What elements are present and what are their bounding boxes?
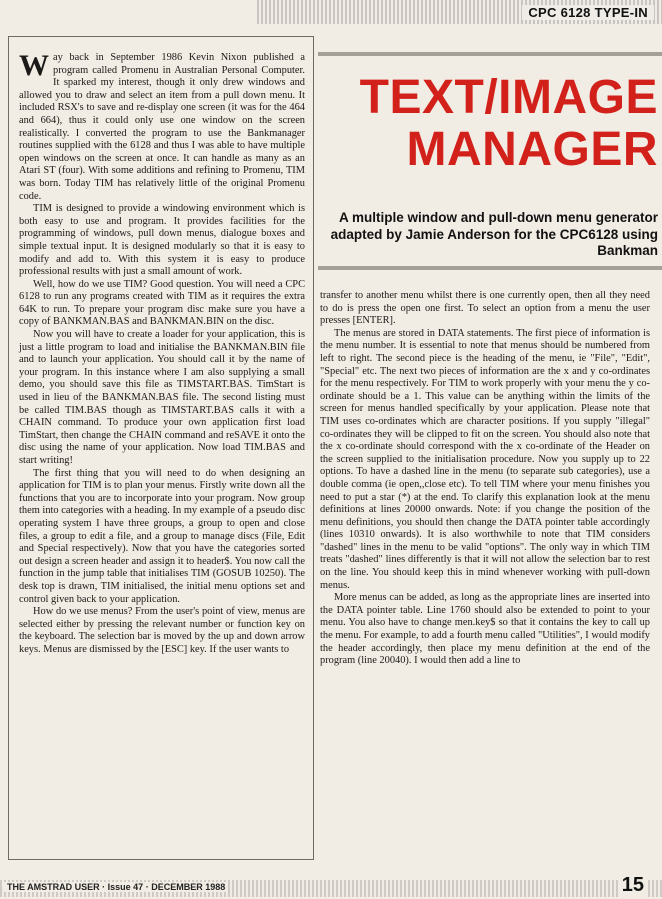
intro-text: ay back in September 1986 Kevin Nixon published a program called Promenu in Australian Personal Computer. It sparked my interest, though it only drew windows and allowed you to draw and select an item from a pull down menu. It included RSX's to save and re-display one screen (it was for the 464 and 664), thus it could only use one window on the screen realistically. I converted the program to use the Bankmanager routines supplied with the 6128 and thus I was able to have multiple open windows on the screen at once. It can handle as many as an Atari ST (four). With some additions and refining to Promenu, TIM was born. Today TIM has relatively little of the original Promenu code. xyxy=(19,52,305,202)
drop-cap: W xyxy=(19,49,49,82)
body-paragraph: Well, how do we use TIM? Good question. You will need a CPC 6128 to run any programs created with TIM as it requires the extra 64K to run. To prepare your program disc make sure you have a copy of BANKMAN.BAS and BANKMAN.BIN on the disc. xyxy=(19,278,305,328)
right-column xyxy=(320,290,650,668)
magazine-issue: THE AMSTRAD USER · Issue 47 · DECEMBER 1988 xyxy=(4,882,228,892)
page-footer xyxy=(0,874,662,899)
subtitle-rule xyxy=(318,266,662,270)
left-column xyxy=(19,49,305,657)
page-header xyxy=(0,0,662,22)
body-paragraph: Now you will have to create a loader for your application, this is just a little program to load and initialise the BANKMAN.BIN file and to launch your application. You should call it by the name of your program. In this instance where I am also supplying a small demo, you should save this file as TIMSTART.BAS. TimStart is used in lieu of the BANKMAN.BAS file. The second listing must be called TIM.BAS though as TIMSTART.BAS calls it with a CHAIN command. To produce your own application first load TimStart, then change the CHAIN command and reSAVE it onto the disc using the name of your application. Now load TIM.BAS and start writing! xyxy=(19,329,305,466)
body-paragraph: The first thing that you will need to do when designing an application for TIM is to plan your menus. Firstly write down all the functions that you are to incorporate into your program. Now group them into categories with a heading. In my example of a pseudo disc operating system I have three groups, a group to open and close files, a group to edit a file, and a group to manage discs (File, Edit and Special respectively). Now that you have the categories sorted out design a screen header and assign it to header$. You now call the function in the jump table that initialises TIM (GOSUB 10250). The desk top is drawn, TIM initialised, the initial menu options set and control given back to your application. xyxy=(19,467,305,605)
page-number: 15 xyxy=(618,874,648,897)
article-title xyxy=(328,72,658,176)
section-tag: CPC 6128 TYPE-IN xyxy=(522,5,654,20)
title-line-2: MANAGER xyxy=(406,123,658,176)
intro-paragraph xyxy=(19,49,305,203)
body-paragraph: TIM is designed to provide a windowing environment which is both easy to use and program. It provides facilities for the programming of windows, pull down menus, dialogue boxes and simple textual input. It is designed modularly so that it is easy to modify and add to. With this system it is easy to produce professional results with just a small amount of work. xyxy=(19,203,305,278)
title-top-rule xyxy=(318,52,662,56)
title-line-1: TEXT/IMAGE xyxy=(359,71,658,124)
body-paragraph: More menus can be added, as long as the appropriate lines are inserted into the DATA pointer table. Line 1760 should also be extended to point to your menu. You also have to change men.key$ so that it contains the key to call up the menu. For example, to add a fourth menu called "Utilities", I would modify the header accordingly, then place my menu definition at the end of the program (line 20040). I would then add a line to xyxy=(320,592,650,667)
article-subtitle: A multiple window and pull-down menu generator adapted by Jamie Anderson for the CPC6128 using Bankman xyxy=(330,210,658,258)
body-paragraph: transfer to another menu whilst there is one currently open, then all they need to do is press the open one first. To select an option from a menu the user presses [ENTER]. xyxy=(320,290,650,327)
body-paragraph: The menus are stored in DATA statements. The first piece of information is the menu number. It is essential to note that menus should be numbered from left to right. The second piece is the heading of the menu, ie "File", "Edit", "Special" etc. The next two pieces of information are the x and y co-ordinates for the menu respectively. For TIM to work properly with your menu the y co-ordinate should be a 1. This value can be anything within the limits of the screen for menus handled specifically by your application. Please note that TIM uses co-ordinates which are character positions. If you supply "illegal" co-ordinates they will be clipped to fit on the screen. You should also note that the x co-ordinate should correspond with the x co-ordinate of the Header on the screen supplied to the initialisation procedure. Now you supply up to 22 options. To have a dashed line in the menu (to separate sub categories), use a double comma (ie open,,close etc). To tell TIM where your menu finishes you need to put a star (*) at the end. To clarify this explanation look at the menu definitions at lines 20000 onwards. Note: if you change the position of the menu definitions, you should then change the DATA pointer table accordingly (lines 10310 onwards). It is also worthwhile to note that TIM considers "dashed" lines in the menu to be valid "options". The only way in which TIM treats "dashed" lines differently is that it will not allow the selection bar to rest on the line. You should keep this in mind whenever working with pull-down menus. xyxy=(320,327,650,591)
body-paragraph: How do we use menus? From the user's point of view, menus are selected either by pressing the relevant number or function key on the keyboard. The selection bar is moved by the up and down arrow keys. Menus are dismissed by the [ESC] key. If the user wants to xyxy=(19,606,305,655)
